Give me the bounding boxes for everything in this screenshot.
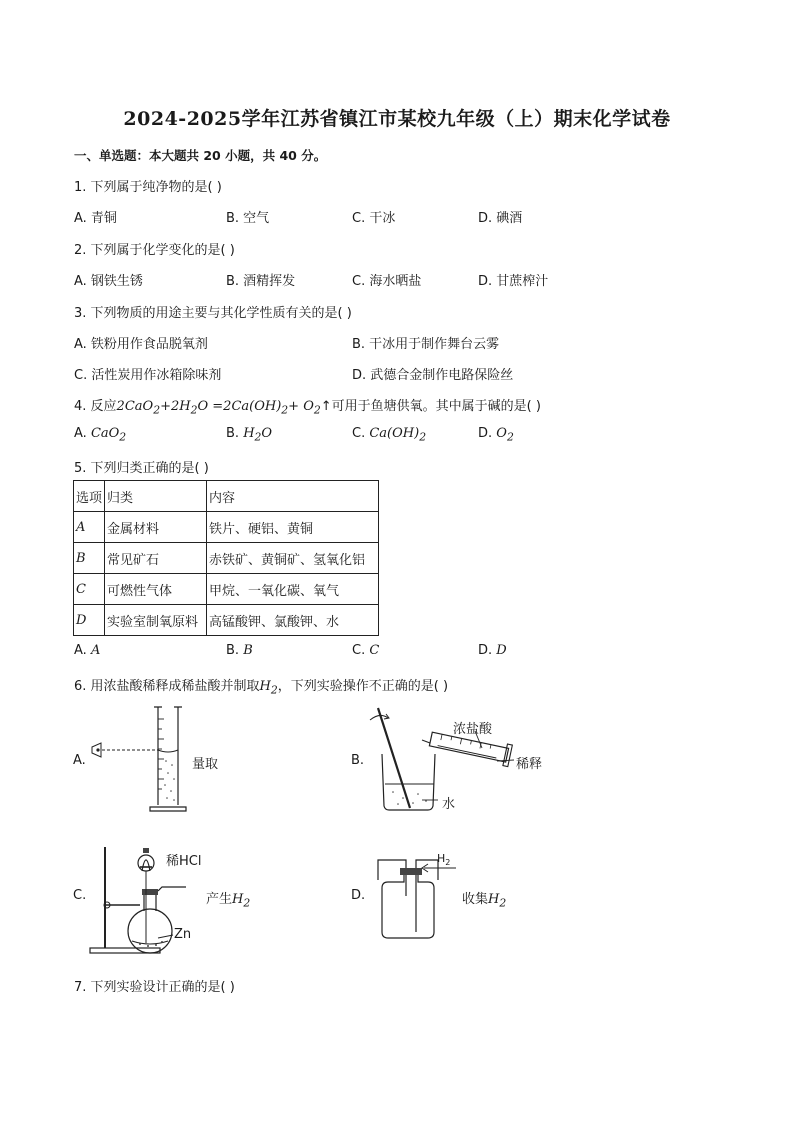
q6-zinc-label: Zn [174, 927, 192, 942]
table-header-row [74, 481, 379, 512]
q5-option-a[interactable]: A. A [74, 643, 101, 658]
table-row [74, 543, 379, 574]
question-3-stem: 3. 下列物质的用途主要与其化学性质有关的是( ) [74, 306, 352, 321]
table-header-cell: 选项 [74, 481, 105, 512]
q2-option-b[interactable]: B. 酒精挥发 [226, 274, 296, 289]
q1-option-c[interactable]: C. 干冰 [352, 211, 396, 226]
q4-option-b[interactable]: B. $H_2O$ [226, 426, 273, 444]
table-cell: C [74, 574, 105, 605]
q3-option-d[interactable]: D. 武德合金制作电路保险丝 [352, 368, 514, 383]
q2-option-d[interactable]: D. 甘蔗榨汁 [478, 274, 549, 289]
q6-option-d-label: 收集$H_2$ [462, 892, 507, 910]
q6-option-b-label: 稀释 [516, 757, 543, 772]
table-cell: A [74, 512, 105, 543]
table-cell: 铁片、硬铝、黄铜 [207, 512, 379, 543]
q6-option-a-label: 量取 [192, 757, 219, 772]
q6-option-b-letter[interactable]: B. [351, 753, 365, 768]
table-header-cell: 内容 [207, 481, 379, 512]
table-cell: 高锰酸钾、氯酸钾、水 [207, 605, 379, 636]
q3-option-c[interactable]: C. 活性炭用作冰箱除味剂 [74, 368, 222, 383]
table-cell: 常见矿石 [105, 543, 207, 574]
table-header-cell: 归类 [105, 481, 207, 512]
q2-option-c[interactable]: C. 海水晒盐 [352, 274, 422, 289]
table-cell: D [74, 605, 105, 636]
q6-option-c-letter[interactable]: C. [73, 888, 87, 903]
q4-option-d[interactable]: D. $O_2$ [478, 426, 514, 444]
q1-option-b[interactable]: B. 空气 [226, 211, 270, 226]
equation: $2CaO_2+2H_2O =2Ca(OH)_2+ O_2$ [116, 399, 321, 417]
q5-option-d[interactable]: D. D [478, 643, 507, 658]
q6-h2-inlet-label: $H_2$ [437, 852, 451, 868]
section-heading: 一、单选题：本大题共 20 小题，共 40 分。 [74, 148, 327, 163]
table-row [74, 512, 379, 543]
table-cell: 赤铁矿、黄铜矿、氢氧化铝 [207, 543, 379, 574]
q6-option-d-letter[interactable]: D. [351, 888, 366, 903]
q6-water-label: 水 [442, 797, 456, 812]
question-5-stem: 5. 下列归类正确的是( ) [74, 461, 209, 476]
table-row [74, 605, 379, 636]
q5-option-b[interactable]: B. B [226, 643, 253, 658]
classification-table [73, 480, 379, 636]
question-2-stem: 2. 下列属于化学变化的是( ) [74, 243, 235, 258]
q4-option-a[interactable]: A. CaO$_2$ [74, 426, 127, 444]
question-7-stem: 7. 下列实验设计正确的是( ) [74, 980, 235, 995]
question-6-stem: 6. 用浓盐酸稀释成稀盐酸并制取$H_2$，下列实验操作不正确的是( ) [74, 679, 449, 697]
q2-option-a[interactable]: A. 钢铁生锈 [74, 274, 143, 289]
table-cell: 甲烷、一氧化碳、氧气 [207, 574, 379, 605]
q4-option-c[interactable]: C. $Ca(OH)_2$ [352, 426, 427, 444]
q3-option-b[interactable]: B. 干冰用于制作舞台云雾 [352, 337, 500, 352]
question-1-stem: 1. 下列属于纯净物的是( ) [74, 180, 222, 195]
q1-option-d[interactable]: D. 碘酒 [478, 211, 523, 226]
q6-option-c-label: 产生$H_2$ [206, 892, 251, 910]
table-cell: 可燃性气体 [105, 574, 207, 605]
table-cell: B [74, 543, 105, 574]
page-title: 2024-2025学年江苏省镇江市某校九年级（上）期末化学试卷 [123, 108, 671, 130]
table-cell: 实验室制氧原料 [105, 605, 207, 636]
table-row [74, 574, 379, 605]
q1-option-a[interactable]: A. 青铜 [74, 211, 117, 226]
measuring-cylinder-figure[interactable] [88, 705, 188, 815]
q5-option-c[interactable]: C. C [352, 643, 380, 658]
q6-option-a-letter[interactable]: A. [73, 753, 86, 768]
q3-option-a[interactable]: A. 铁粉用作食品脱氧剂 [74, 337, 208, 352]
q6-dilute-hcl-label: 稀HCl [166, 854, 202, 869]
q6-conc-acid-label: 浓盐酸 [453, 722, 493, 737]
table-cell: 金属材料 [105, 512, 207, 543]
question-4-stem: 4. 反应$2CaO_2+2H_2O =2Ca(OH)_2+$ $O_2↑$可用于鱼塘供氧。其中属于碱的是( ) [74, 399, 541, 417]
